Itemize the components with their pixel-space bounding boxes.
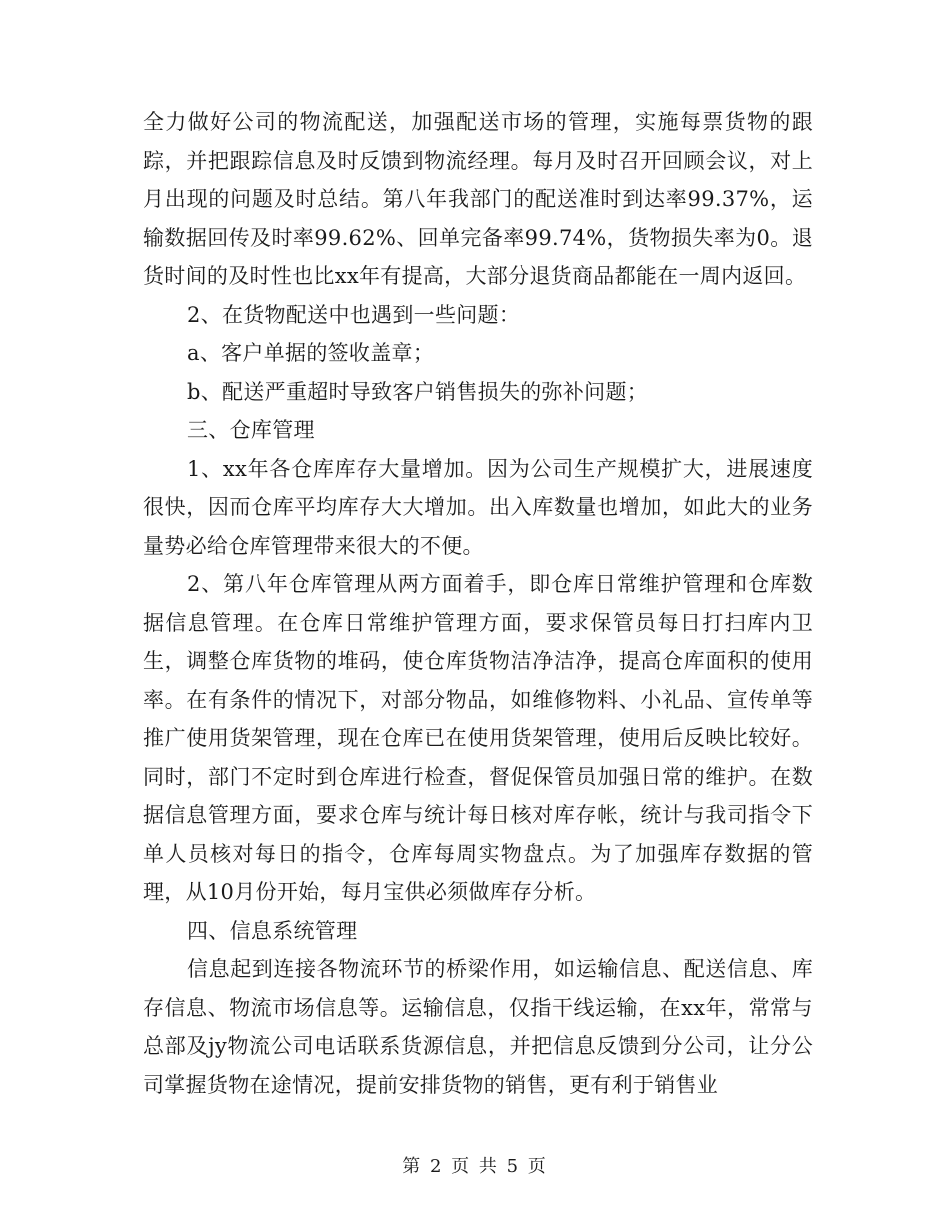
page-footer (0, 1152, 950, 1178)
section-heading-info-system: 四、信息系统管理 (187, 918, 358, 943)
page-number-label: 第 2 页 共 5 页 (402, 1156, 548, 1177)
paragraph-delivery-summary: 全力做好公司的物流配送，加强配送市场的管理，实施每票货物的跟踪，并把跟踪信息及时反馈到物流经理。每月及时召开回顾会议，对上月出现的问题及时总结。第八年我部门的配送准时到达率99.37%，运输数据回传及时率99.62%、回单完备率99.74%，货物损失率为0。退货时间的及时性也比xx年有提高，大部分退货商品都能在一周内返回。 (143, 110, 813, 288)
section-heading-warehouse: 三、仓库管理 (187, 418, 315, 442)
paragraph-info-system: 信息起到连接各物流环节的桥梁作用，如运输信息、配送信息、库存信息、物流市场信息等。运输信息，仅指干线运输，在xx年，常常与总部及jy物流公司电话联系货源信息，并把信息反馈到分公司，让分公司掌握货物在途情况，提前安排货物的销售，更有利于销售业 (143, 957, 813, 1097)
document-body (143, 103, 813, 1104)
paragraph-issue-a: a、客户单据的签收盖章； (187, 341, 435, 365)
paragraph-warehouse-2: 2、第八年仓库管理从两方面着手，即仓库日常维护管理和仓库数据信息管理。在仓库日常维护管理方面，要求保管员每日打扫库内卫生，调整仓库货物的堆码，使仓库货物洁净洁净，提高仓库面积的使用率。在有条件的情况下，对部分物品，如维修物料、小礼品、宣传单等推广使用货架管理，现在仓库已在使用货架管理，使用后反映比较好。同时，部门不定时到仓库进行检查，督促保管员加强日常的维护。在数据信息管理方面，要求仓库与统计每日核对库存帐，统计与我司指令下单人员核对每日的指令，仓库每周实物盘点。为了加强库存数据的管理，从10月份开始，每月宝供必须做库存分析。 (143, 572, 813, 904)
paragraph-issue-b: b、配送严重超时导致客户销售损失的弥补问题； (187, 379, 649, 404)
paragraph-delivery-issues: 2、在货物配送中也遇到一些问题： (187, 302, 521, 327)
paragraph-warehouse-1: 1、xx年各仓库库存大量增加。因为公司生产规模扩大，进展速度很快，因而仓库平均库存大大增加。出入库数量也增加，如此大的业务量势必给仓库管理带来很大的不便。 (143, 456, 813, 558)
